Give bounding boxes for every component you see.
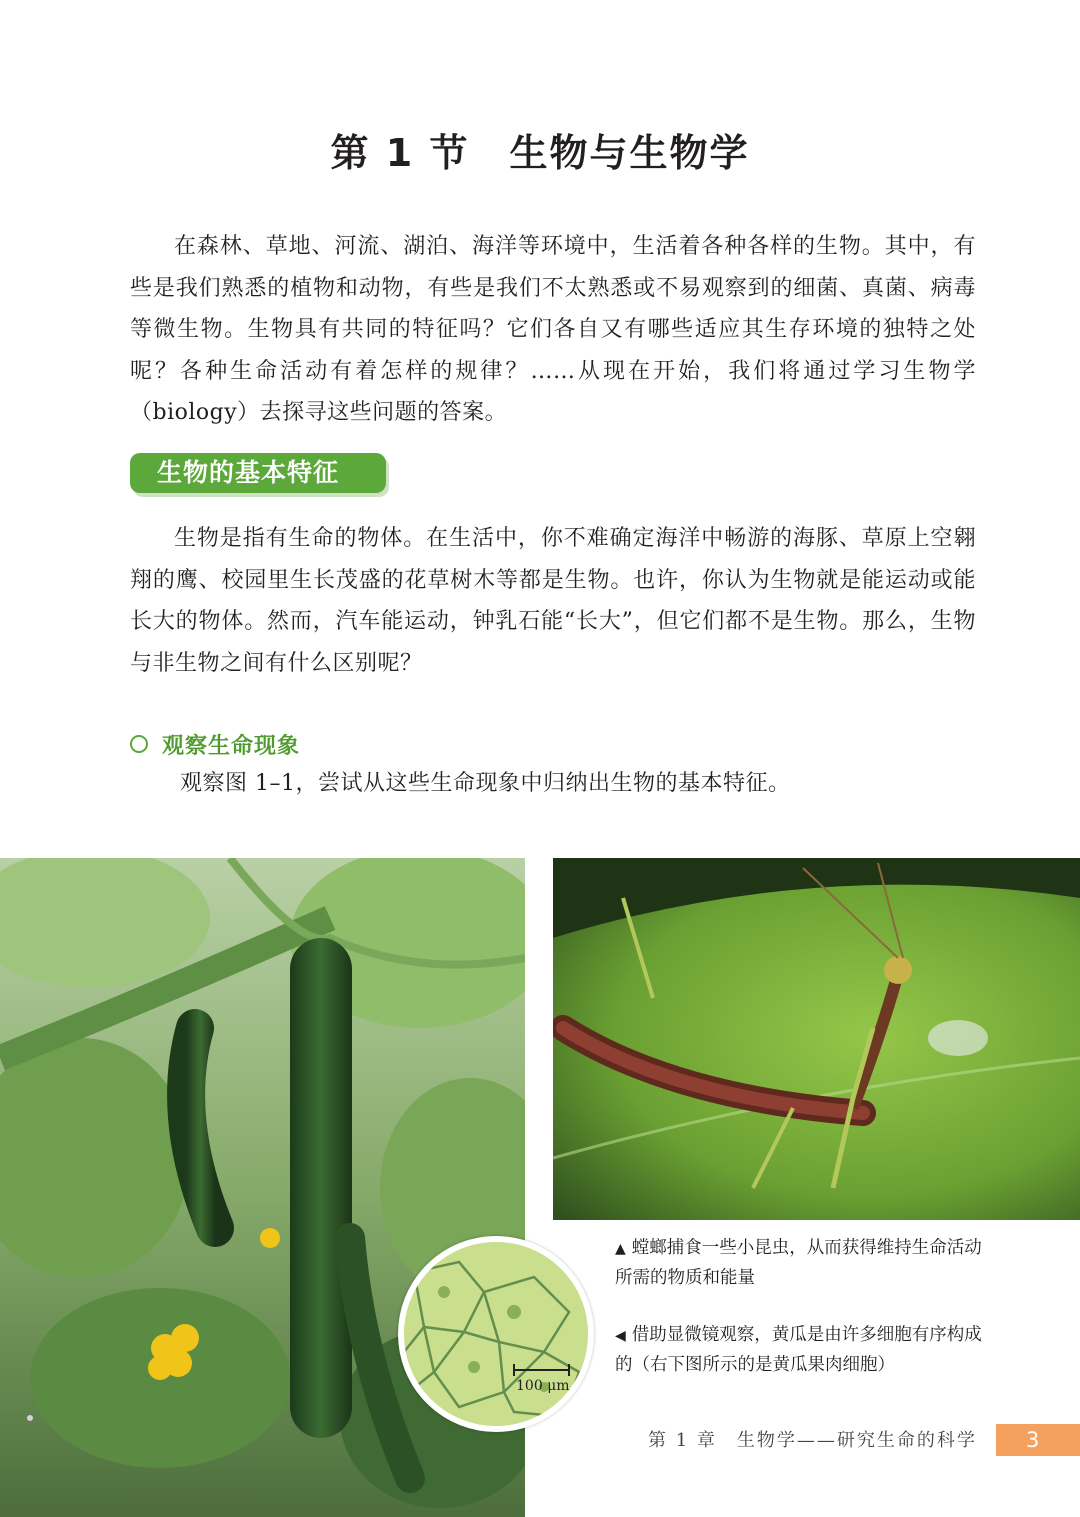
triangle-left-icon: ◀ — [615, 1328, 626, 1344]
page-title: 第 1 节 生物与生物学 — [330, 131, 750, 175]
micrograph-inset — [398, 1236, 594, 1432]
activity-text: 观察图 1–1，尝试从这些生命现象中归纳出生物的基本特征。 — [180, 771, 791, 796]
caption-cucumber-text: 借助显微镜观察，黄瓜是由许多细胞有序构成的（右下图所示的是黄瓜果肉细胞） — [615, 1325, 982, 1375]
page-number: 3 — [1026, 1428, 1040, 1452]
triangle-up-icon: ▲ — [615, 1241, 626, 1257]
page-number-box — [996, 1424, 1080, 1456]
section-banner — [130, 453, 386, 493]
scale-bar-label: 100 μm — [516, 1378, 570, 1394]
chapter-footer: 第 1 章 生物学——研究生命的科学 — [648, 1430, 977, 1451]
caption-mantis-text: 螳螂捕食一些小昆虫，从而获得维持生命活动所需的物质和能量 — [615, 1238, 982, 1288]
section-paragraph: 生物是指有生命的物体。在生活中，你不难确定海洋中畅游的海豚、草原上空翱翔的鹰、校园里生长茂盛的花草树木等都是生物。也许，你认为生物就是能运动或能长大的物体。然而，汽车能运动，钟乳石能“长大”，但它们都不是生物。那么，生物与非生物之间有什么区别呢？ — [130, 526, 976, 676]
circle-icon — [130, 735, 148, 753]
caption-mantis — [615, 1234, 995, 1293]
intro-paragraph: 在森林、草地、河流、湖泊、海洋等环境中，生活着各种各样的生物。其中，有些是我们熟悉的植物和动物，有些是我们不太熟悉或不易观察到的细菌、真菌、病毒等微生物。生物具有共同的特征吗？它们各自又有哪些适应其生存环境的独特之处呢？各种生命活动有着怎样的规律？……从现在开始，我们将通过学习生物学（biology）去探寻这些问题的答案。 — [130, 234, 976, 425]
caption-cucumber — [615, 1321, 995, 1380]
activity-heading: 观察生命现象 — [162, 733, 301, 759]
section-heading: 生物的基本特征 — [157, 458, 340, 487]
activity-heading-row — [130, 728, 300, 760]
mantis-photo — [553, 858, 1080, 1220]
